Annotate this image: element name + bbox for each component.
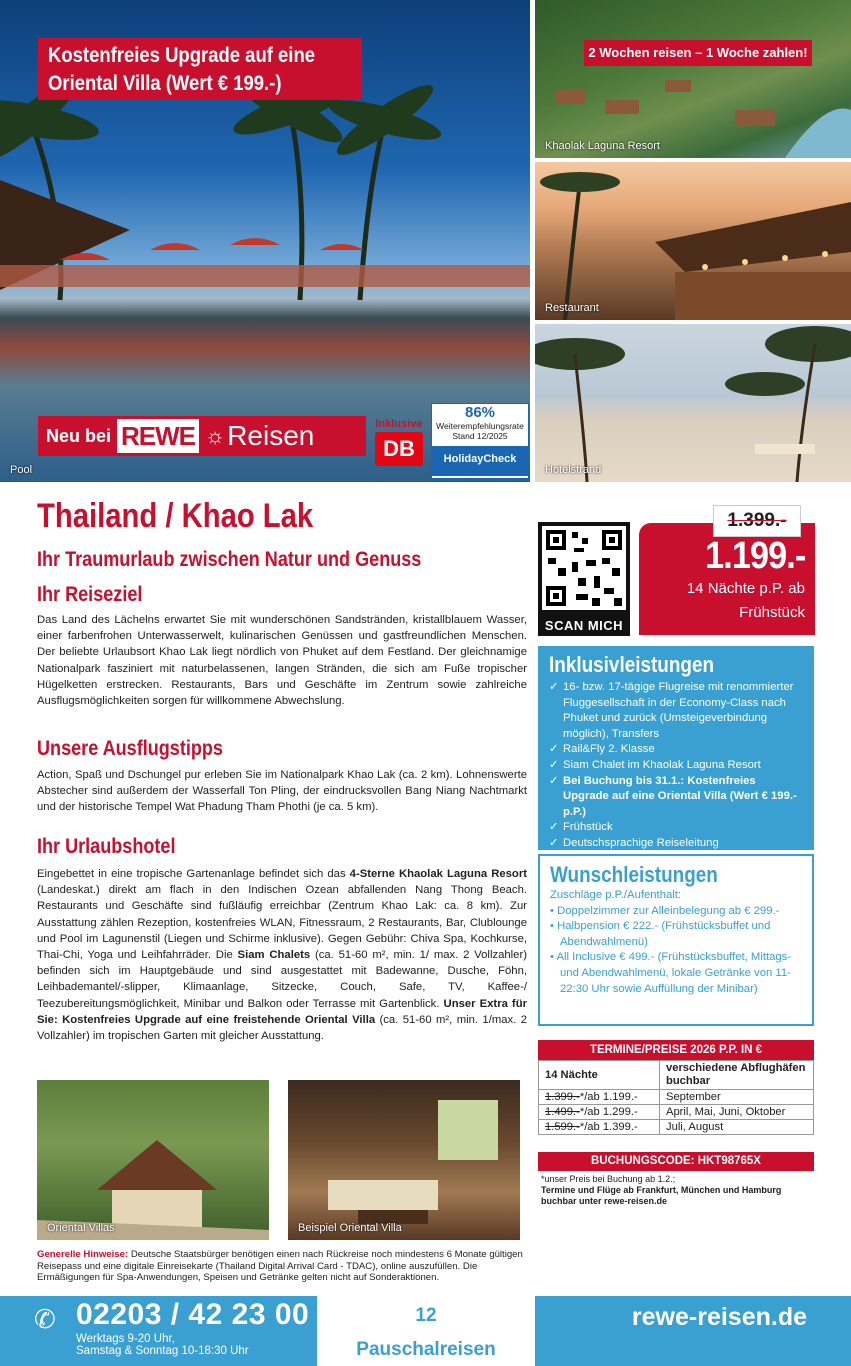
beach-palms [535,324,851,482]
wunsch-box [538,854,814,1026]
sun-icon: ☼ [205,423,226,448]
inklusive-item: ✓ Deutschsprachige Reiseleitung [549,836,804,852]
wunsch-intro: Zuschläge p.P./Aufenthalt: [550,889,682,901]
heading-ausflugstipps: Unsere Ausflugstipps [37,737,223,760]
col-departure: verschiedene Abflughäfen buchbar [660,1061,814,1090]
phone-icon: ✆ [34,1304,56,1334]
inklusive-item-upgrade: ✓ Bei Buchung bis 31.1.: Kostenfreies Upgrade auf eine Oriental Villa (Wert € 199.- p.P.) [549,774,804,821]
table-row: 1.399.-*/ab 1.199.- September [539,1090,814,1105]
booking-code: BUCHUNGSCODE: HKT98765X [538,1152,814,1171]
new-at-label: Neu bei [46,425,112,446]
reisen-wordmark: Reisen [227,420,315,451]
inklusive-item: ✓ Frühstück [549,820,804,836]
price-table [538,1060,814,1135]
db-logo: DB [375,432,423,466]
caption-oriental-villas: Oriental Villas [47,1222,115,1234]
old-price: 1.399.- [713,505,801,537]
inklusive-box [538,646,814,850]
reiseziel-text: Das Land des Lächelns erwartet Sie mit wunderschönen Sandstränden, kristallblauem Wasser, einer farbenfrohen Unterwasserwelt, kulinarischen Genüssen und gastfreundlichen Menschen. Der beliebte Urlaubsort Khao Lak liegt nördlich von Phuket auf dem Festland. Der gleichnamige Nationalpark fasziniert mit naturbelassenen, langen Stränden, die sich am Fuße tropischer Hügelketten erstrecken. Restaurants, Bars und Geschäfte im Zentrum sowie zahlreiche Ausflugsmöglichkeiten sorgen für willkommene Abwechslung. [37,614,527,708]
inklusive-item: ✓ Rail&Fly 2. Klasse [549,742,804,758]
termine-note-1: *unser Preis bei Buchung ab 1.2.; [541,1174,676,1184]
caption-pool: Pool [10,464,33,476]
wunsch-title: Wunschleistungen [550,862,718,887]
col-nights: 14 Nächte [539,1061,660,1090]
price-desc-1: 14 Nächte p.P. ab [686,580,805,597]
phone-hours-1: Werktags 9-20 Uhr, [76,1333,175,1345]
villa-roof-illustration [37,1080,269,1240]
subtitle: Ihr Traumurlaub zwischen Natur und Genuss [37,548,422,571]
page-title: Thailand / Khao Lak [37,497,314,535]
page-number-box [317,1296,535,1366]
heading-urlaubshotel: Ihr Urlaubshotel [37,835,176,858]
caption-beach: Hotelstrand [545,464,602,476]
promo-banner: 2 Wochen reisen – 1 Woche zahlen! [584,40,812,66]
notes-label: Generelle Hinweise: [37,1249,129,1260]
wunsch-item: • Doppelzimmer zur Alleinbelegung ab € 299.- [550,904,780,917]
hotel-text: Eingebettet in eine tropische Gartenanlage befindet sich das 4-Sterne Khaolak Laguna Resort (Landeskat.) direkt am flach in den Indischen Ozean abfallenden Nang Thong Beach. Restaurants und Geschäfte sind fußläufig erreichbar (Zentrum Khao Lak: ca. 8 km). Zur Ausstattung zählen Rezeption, kostenfreies WLAN, Fitnessraum, 2 Restaurants, Bar, Clublounge und Pool im Lagunenstil (Liegen und Schirme inklusive). Gegen Gebühr: Chiva Spa, Kochkurse, Thai-Chi, Yoga und Leihfahrräder. Die Siam Chalets (ca. 51-60 m², min. 1/ max. 2 Vollzahler) befinden sich im Hauptgebäude und sind ausgestattet mit Badewanne, Dusche, Föhn, Leihbademantel/-slipper, Klimaanlage, Sitzecke, Couch, Safe, TV, Kaffee-/ Teezubereitungsmöglichkeit, Minibar und Balkon oder Terrasse mit Gartenblick. Unser Extra für Sie: Kostenfreies Upgrade auf eine freistehende Oriental Villa (ca. 51-60 m², min. 1/max. 2 Vollzahler) im tropischen Garten mit gleicher Ausstattung. [37,868,527,1043]
holidaycheck-badge [431,403,529,479]
new-price: 1.199.- [704,535,805,577]
phone-number[interactable]: 02203 / 42 23 00 [76,1298,310,1331]
qr-code[interactable] [538,522,630,636]
caption-villa-interior: Beispiel Oriental Villa [298,1222,402,1234]
hotel-name: 4-Sterne Khaolak Laguna Resort [349,868,527,880]
beach-photo [535,324,851,482]
inklusive-item: ✓ 16- bzw. 17-tägige Flugreise mit renommierter Fluggesellschaft in der Economy-Class nach Phuket und zurück (Umsteigeverbindung möglich), Transfers [549,680,804,742]
rewe-reisen-logo [38,416,366,456]
villa-interior-illustration [288,1080,520,1240]
room-type: Siam Chalets [237,949,311,962]
website-link[interactable]: rewe-reisen.de [631,1303,807,1331]
table-row: 1.599.-*/ab 1.399.- Juli, August [539,1120,814,1135]
scan-me-label: SCAN MICH [544,618,624,633]
wunsch-item: • Halbpension € 222.- (Frühstücksbuffet und Abendwahlmenü) [550,920,771,948]
qr-pattern [542,526,626,610]
notes-text: Deutsche Staatsbürger benötigen einen nach Rückreise noch mindestens 6 Monate gültigen Reisepass und eine digitale Einreisekarte (Thailand Digital Arrival Card - TDAC), online auszufüllen. Die Ermäßigungen für Spa-Anwendungen, Speisen und Getränke gelten nicht auf Sonderaktionen. [37,1249,523,1284]
inklusive-title: Inklusivleistungen [549,652,715,677]
heading-reiseziel: Ihr Reiseziel [37,583,143,606]
oriental-villas-photo [37,1080,269,1240]
db-badge [372,418,426,476]
price-desc-2: Frühstück [739,604,805,621]
phone-hours-2: Samstag & Sonntag 10-18:30 Uhr [76,1345,249,1357]
hc-brand: HolidayCheck [432,446,528,476]
restaurant-illustration [535,162,851,320]
ausflug-text: Action, Spaß und Dschungel pur erleben Sie im Nationalpark Khao Lak (ca. 2 km). Lohnenswerte Abstecher sind außerdem der Wasserfall Ton Pling, der eindrucksvollen Bang Niang Nachtmarkt und der historische Tempel Wat Phadung Tham Phothi (je ca. 5 km). [37,769,527,814]
table-row: 1.499.-*/ab 1.299.- April, Mai, Juni, Oktober [539,1105,814,1120]
hc-line1: Weiterempfehlungsrate [436,421,524,431]
resort-aerial-photo [535,0,851,158]
villa-interior-photo [288,1080,520,1240]
general-notes [37,1249,525,1284]
termine-header: TERMINE/PREISE 2026 P.P. IN € [538,1040,814,1060]
extra-upgrade: Unser Extra für Sie: Kostenfreies Upgrade auf eine freistehende Oriental Villa [37,997,527,1026]
resort-roofs [535,0,851,158]
restaurant-photo [535,162,851,320]
upgrade-banner [38,38,362,100]
caption-resort: Khaolak Laguna Resort [545,140,660,152]
caption-restaurant: Restaurant [545,302,599,314]
page-number: 12 [415,1305,437,1326]
inklusive-label: Inklusive [375,418,423,430]
upgrade-banner-line2: Oriental Villa (Wert € 199.-) [48,72,282,95]
termine-note-2: Termine und Flüge ab Frankfurt, München und Hamburg buchbar unter rewe-reisen.de [541,1185,782,1206]
rewe-wordmark: REWE [117,419,199,453]
hc-line2: Stand 12/2025 [452,431,508,441]
upgrade-banner-line1: Kostenfreies Upgrade auf eine [48,44,316,67]
section-name: Pauschalreisen [356,1339,496,1360]
price-box [639,510,815,635]
inklusive-item: ✓ Siam Chalet im Khaolak Laguna Resort [549,758,804,774]
wunsch-item: • All Inclusive € 499.- (Frühstücksbuffet, Mittags- und Abendwahlmenü, lokale Getränke von 11-22:30 Uhr sowie Auffüllung der Minibar) [550,951,792,995]
hc-percent: 86% [464,404,496,421]
